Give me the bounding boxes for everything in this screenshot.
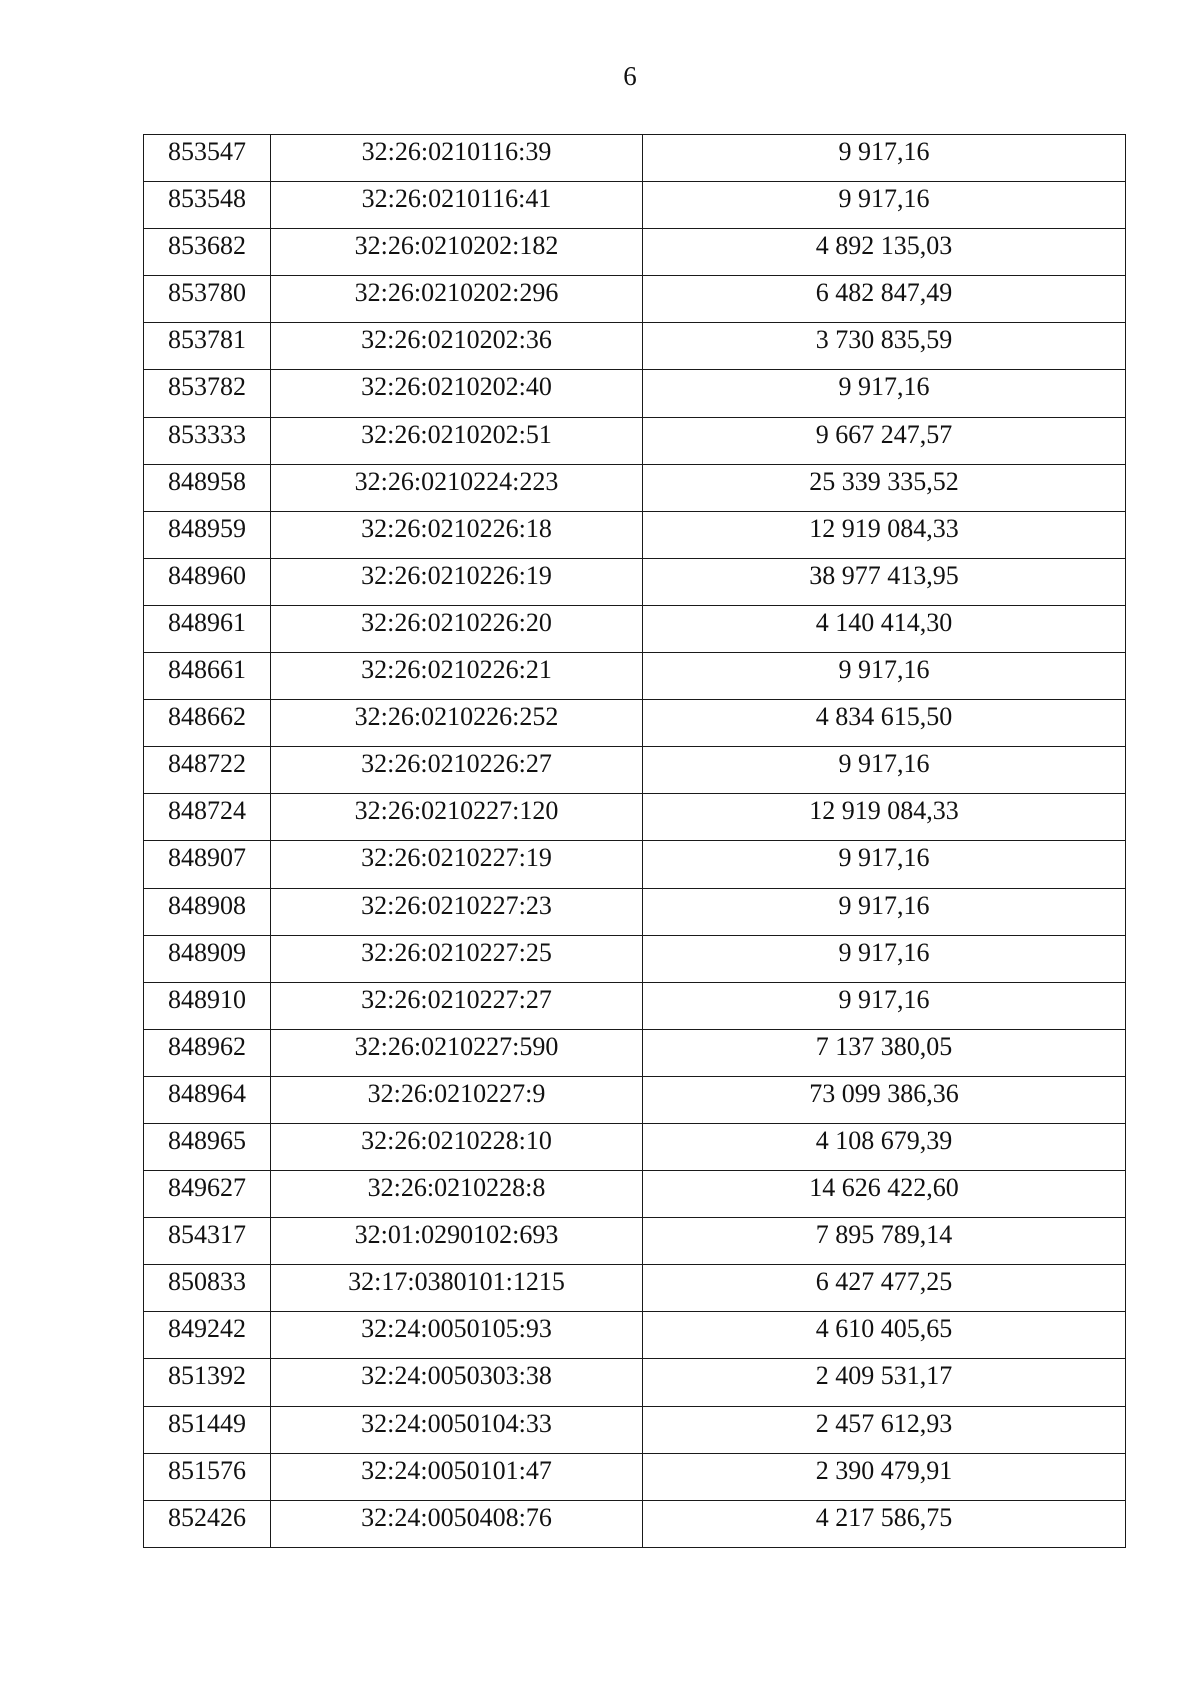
- record-number-cell: 848722: [144, 747, 271, 794]
- cadastral-number-cell: 32:26:0210227:120: [271, 794, 643, 841]
- cadastral-number-cell: 32:26:0210228:10: [271, 1123, 643, 1170]
- table-row: [144, 1359, 1126, 1406]
- table-row: [144, 982, 1126, 1029]
- record-number-cell: 848960: [144, 558, 271, 605]
- value-cell: 9 917,16: [643, 135, 1126, 182]
- table-row: [144, 558, 1126, 605]
- record-number-cell: 853780: [144, 276, 271, 323]
- cadastral-number-cell: 32:26:0210228:8: [271, 1171, 643, 1218]
- table-row: [144, 794, 1126, 841]
- cadastral-number-cell: 32:24:0050101:47: [271, 1453, 643, 1500]
- table-row: [144, 276, 1126, 323]
- cadastre-table: [143, 134, 1126, 1548]
- cadastral-number-cell: 32:26:0210227:9: [271, 1076, 643, 1123]
- record-number-cell: 853548: [144, 182, 271, 229]
- value-cell: 9 917,16: [643, 747, 1126, 794]
- value-cell: 2 457 612,93: [643, 1406, 1126, 1453]
- cadastral-number-cell: 32:26:0210226:27: [271, 747, 643, 794]
- cadastral-number-cell: 32:26:0210202:36: [271, 323, 643, 370]
- cadastral-number-cell: 32:26:0210226:21: [271, 653, 643, 700]
- table-row: [144, 1312, 1126, 1359]
- record-number-cell: 848961: [144, 605, 271, 652]
- table-row: [144, 888, 1126, 935]
- value-cell: 7 137 380,05: [643, 1029, 1126, 1076]
- record-number-cell: 848661: [144, 653, 271, 700]
- cadastral-number-cell: 32:24:0050105:93: [271, 1312, 643, 1359]
- value-cell: 38 977 413,95: [643, 558, 1126, 605]
- table-row: [144, 1171, 1126, 1218]
- table-row: [144, 653, 1126, 700]
- record-number-cell: 848662: [144, 700, 271, 747]
- value-cell: 12 919 084,33: [643, 794, 1126, 841]
- record-number-cell: 848724: [144, 794, 271, 841]
- table-row: [144, 841, 1126, 888]
- cadastral-number-cell: 32:26:0210202:182: [271, 229, 643, 276]
- value-cell: 6 427 477,25: [643, 1265, 1126, 1312]
- cadastral-number-cell: 32:26:0210202:40: [271, 370, 643, 417]
- cadastral-number-cell: 32:26:0210116:39: [271, 135, 643, 182]
- cadastral-number-cell: 32:26:0210226:20: [271, 605, 643, 652]
- value-cell: 9 917,16: [643, 888, 1126, 935]
- record-number-cell: 848908: [144, 888, 271, 935]
- value-cell: 3 730 835,59: [643, 323, 1126, 370]
- table-row: [144, 700, 1126, 747]
- record-number-cell: 848965: [144, 1123, 271, 1170]
- record-number-cell: 848962: [144, 1029, 271, 1076]
- cadastral-number-cell: 32:17:0380101:1215: [271, 1265, 643, 1312]
- table-row: [144, 1500, 1126, 1547]
- value-cell: 9 917,16: [643, 935, 1126, 982]
- value-cell: 9 917,16: [643, 653, 1126, 700]
- value-cell: 12 919 084,33: [643, 511, 1126, 558]
- record-number-cell: 851392: [144, 1359, 271, 1406]
- record-number-cell: 848964: [144, 1076, 271, 1123]
- cadastral-number-cell: 32:24:0050408:76: [271, 1500, 643, 1547]
- value-cell: 4 892 135,03: [643, 229, 1126, 276]
- table-row: [144, 1218, 1126, 1265]
- table-row: [144, 1076, 1126, 1123]
- value-cell: 9 917,16: [643, 370, 1126, 417]
- table-row: [144, 1123, 1126, 1170]
- cadastral-number-cell: 32:24:0050303:38: [271, 1359, 643, 1406]
- record-number-cell: 849627: [144, 1171, 271, 1218]
- table-row: [144, 229, 1126, 276]
- table-row: [144, 1406, 1126, 1453]
- cadastral-number-cell: 32:26:0210227:25: [271, 935, 643, 982]
- cadastral-number-cell: 32:26:0210226:252: [271, 700, 643, 747]
- table-row: [144, 323, 1126, 370]
- value-cell: 4 108 679,39: [643, 1123, 1126, 1170]
- table-row: [144, 464, 1126, 511]
- table-row: [144, 135, 1126, 182]
- table-body: [144, 135, 1126, 1548]
- record-number-cell: 852426: [144, 1500, 271, 1547]
- value-cell: 2 409 531,17: [643, 1359, 1126, 1406]
- record-number-cell: 848907: [144, 841, 271, 888]
- cadastral-number-cell: 32:26:0210116:41: [271, 182, 643, 229]
- value-cell: 9 917,16: [643, 982, 1126, 1029]
- value-cell: 4 834 615,50: [643, 700, 1126, 747]
- record-number-cell: 851576: [144, 1453, 271, 1500]
- cadastral-number-cell: 32:26:0210227:27: [271, 982, 643, 1029]
- value-cell: 4 217 586,75: [643, 1500, 1126, 1547]
- record-number-cell: 848958: [144, 464, 271, 511]
- cadastral-number-cell: 32:24:0050104:33: [271, 1406, 643, 1453]
- table-row: [144, 417, 1126, 464]
- table-row: [144, 747, 1126, 794]
- value-cell: 2 390 479,91: [643, 1453, 1126, 1500]
- record-number-cell: 853781: [144, 323, 271, 370]
- cadastral-number-cell: 32:26:0210202:51: [271, 417, 643, 464]
- value-cell: 9 917,16: [643, 841, 1126, 888]
- record-number-cell: 853547: [144, 135, 271, 182]
- page-number: 6: [623, 61, 637, 91]
- record-number-cell: 848959: [144, 511, 271, 558]
- value-cell: 4 140 414,30: [643, 605, 1126, 652]
- record-number-cell: 853333: [144, 417, 271, 464]
- cadastral-number-cell: 32:26:0210226:19: [271, 558, 643, 605]
- value-cell: 4 610 405,65: [643, 1312, 1126, 1359]
- table-row: [144, 370, 1126, 417]
- record-number-cell: 848910: [144, 982, 271, 1029]
- value-cell: 7 895 789,14: [643, 1218, 1126, 1265]
- value-cell: 9 917,16: [643, 182, 1126, 229]
- table-row: [144, 935, 1126, 982]
- value-cell: 73 099 386,36: [643, 1076, 1126, 1123]
- cadastral-number-cell: 32:26:0210224:223: [271, 464, 643, 511]
- value-cell: 9 667 247,57: [643, 417, 1126, 464]
- value-cell: 25 339 335,52: [643, 464, 1126, 511]
- cadastral-number-cell: 32:26:0210227:23: [271, 888, 643, 935]
- cadastral-number-cell: 32:26:0210202:296: [271, 276, 643, 323]
- cadastral-number-cell: 32:26:0210226:18: [271, 511, 643, 558]
- record-number-cell: 848909: [144, 935, 271, 982]
- record-number-cell: 851449: [144, 1406, 271, 1453]
- record-number-cell: 854317: [144, 1218, 271, 1265]
- record-number-cell: 853682: [144, 229, 271, 276]
- table-row: [144, 511, 1126, 558]
- value-cell: 6 482 847,49: [643, 276, 1126, 323]
- table-row: [144, 1265, 1126, 1312]
- record-number-cell: 849242: [144, 1312, 271, 1359]
- record-number-cell: 853782: [144, 370, 271, 417]
- table-row: [144, 182, 1126, 229]
- table-row: [144, 1029, 1126, 1076]
- value-cell: 14 626 422,60: [643, 1171, 1126, 1218]
- record-number-cell: 850833: [144, 1265, 271, 1312]
- table-row: [144, 605, 1126, 652]
- cadastral-number-cell: 32:01:0290102:693: [271, 1218, 643, 1265]
- cadastral-number-cell: 32:26:0210227:590: [271, 1029, 643, 1076]
- cadastral-number-cell: 32:26:0210227:19: [271, 841, 643, 888]
- table-row: [144, 1453, 1126, 1500]
